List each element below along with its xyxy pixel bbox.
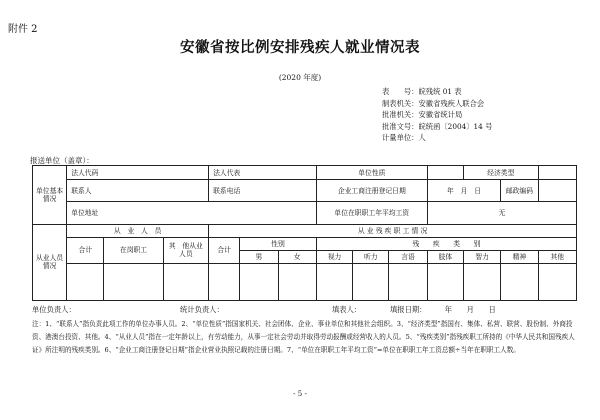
page-number: - 5 -: [293, 390, 307, 398]
value-female[interactable]: [278, 263, 316, 300]
fill-date-label: 填报日期： 年 月 日: [390, 305, 496, 314]
econ-type-value[interactable]: [538, 166, 576, 180]
staff-total-label: 合计: [67, 237, 104, 263]
staff-info-header: 从业人员情况: [33, 224, 67, 300]
approving-authority: 批准机关：安徽省统计局: [382, 110, 463, 120]
legal-code-cell[interactable]: 法人代码: [67, 166, 209, 180]
report-year: (2020 年度): [278, 73, 322, 82]
form-number: 表 号：皖残统 01 表: [382, 87, 462, 96]
reg-date-value[interactable]: 年 月 日: [427, 180, 501, 202]
phone-cell[interactable]: 联系电话: [209, 180, 317, 202]
type-mental: 精神: [501, 250, 538, 263]
form-metadata: [382, 86, 492, 144]
contact-cell[interactable]: 联系人: [67, 180, 209, 202]
value-vision[interactable]: [316, 263, 352, 300]
female-label: 女: [278, 250, 316, 263]
value-staff-total[interactable]: [67, 263, 104, 300]
type-physical: 肢体: [427, 250, 463, 263]
value-physical[interactable]: [427, 263, 463, 300]
filler-label: 填表人：: [332, 305, 362, 314]
page-title: 安徽省按比例安排残疾人就业情况表: [180, 39, 420, 56]
issuing-authority: 制表机关：安徽省残疾人联合会: [382, 98, 485, 108]
value-other-staff[interactable]: [163, 263, 209, 300]
staff-header: 从 业 人 员: [67, 224, 209, 237]
value-speech[interactable]: [389, 263, 427, 300]
avg-salary-label: 单位在职职工年平均工资: [316, 201, 427, 224]
type-other: 其他: [538, 250, 576, 263]
postcode-value[interactable]: [538, 180, 576, 202]
postcode-label: 邮政编码: [501, 180, 538, 202]
stats-head-label: 统计负责人：: [180, 305, 224, 314]
unit-nature-label: 单位性质: [316, 166, 427, 180]
employment-table: [32, 165, 577, 301]
type-speech: 言语: [389, 250, 427, 263]
value-mental[interactable]: [501, 263, 538, 300]
unit-head-label: 单位负责人：: [32, 305, 76, 314]
footnotes: 注：1、“联系人”指负责此项工作的单位办事人员。2、“单位性质”指国家机关、社会团体、企业、事业单位和其他社会组织。3、“经济类型”指国有、集体、私营、联营、股份制、外商投资、港澳台投资、其他。4、“从业人员”指在一定年龄以上，有劳动能力，从事一定社会劳动并取得劳动报酬或经营收入的人员。5、“残疾类别”指残疾职工所持的《中华人民共和国残疾人证》所注明的残疾类别。6、“企业工商注册登记日期”指企业营业执照记载的注册日期。7、“单位在职职工年平均工资”=单位在职职工年工资总额÷当年在职职工人数。: [32, 320, 575, 354]
value-hearing[interactable]: [353, 263, 389, 300]
basic-info-header: 单位基本情况: [33, 166, 67, 225]
econ-type-label: 经济类型: [463, 166, 538, 180]
value-intellectual[interactable]: [463, 263, 500, 300]
value-onpost[interactable]: [104, 263, 163, 300]
unit-nature-value[interactable]: [427, 166, 463, 180]
disability-type-label: 残 疾 类 别: [316, 237, 576, 250]
approval-document: 批准文号：皖统函〔2004〕14 号: [382, 121, 493, 131]
value-male[interactable]: [240, 263, 278, 300]
male-label: 男: [240, 250, 278, 263]
value-disabled-total[interactable]: [209, 263, 240, 300]
gender-label: 性别: [240, 237, 317, 250]
address-cell[interactable]: 单位地址: [67, 201, 317, 224]
attachment-label: 附件 2: [8, 24, 38, 35]
signoff-row: [32, 305, 577, 317]
type-intellectual: 智力: [463, 250, 500, 263]
reporting-unit-label: 报送单位（盖章）：: [30, 156, 94, 165]
reg-date-label: 企业工商注册登记日期: [316, 180, 427, 202]
disabled-staff-header: 从 业 残 疾 职 工 情 况: [209, 224, 577, 237]
measurement-unit: 计量单位：人: [382, 133, 426, 143]
type-vision: 视力: [316, 250, 352, 263]
disabled-total-label: 合计: [209, 237, 240, 263]
other-staff-label: 其 他从业人员: [163, 237, 209, 263]
type-hearing: 听力: [353, 250, 389, 263]
value-other[interactable]: [538, 263, 576, 300]
onpost-staff-label: 在岗职工: [104, 237, 163, 263]
legal-rep-cell[interactable]: 法人代表: [209, 166, 317, 180]
avg-salary-value[interactable]: 无: [427, 201, 576, 224]
